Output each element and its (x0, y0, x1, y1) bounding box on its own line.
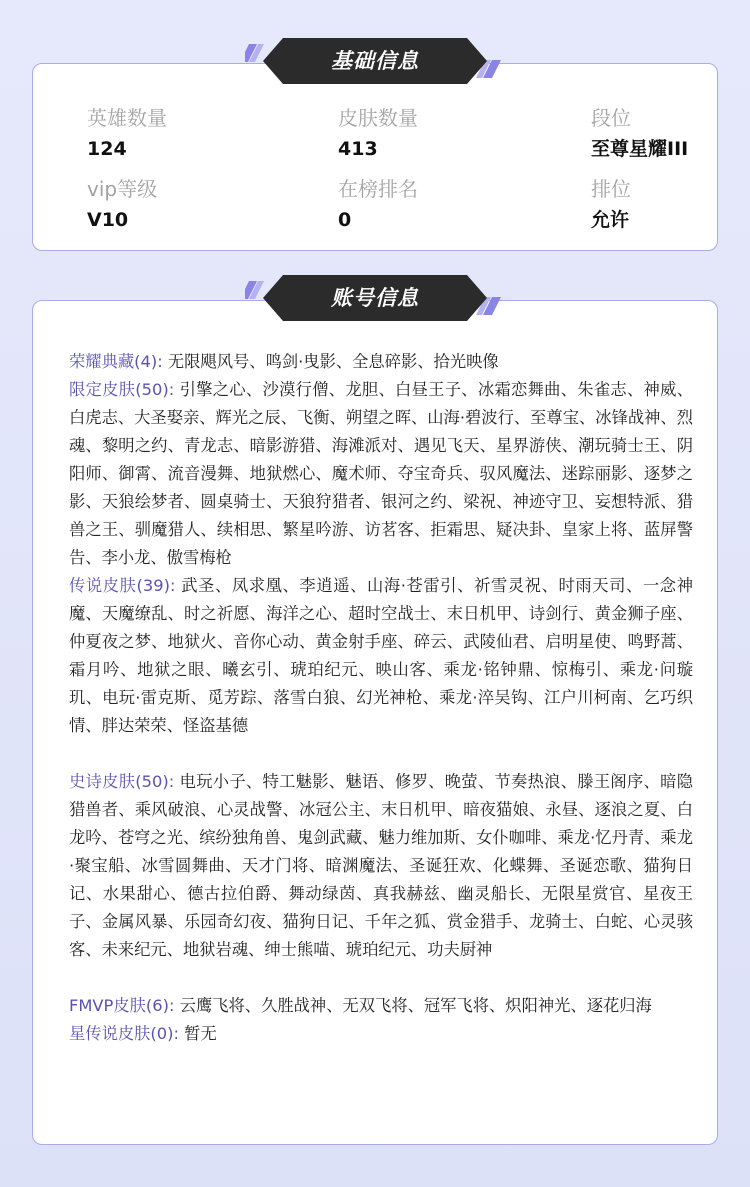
category-label: 星传说皮肤(0): (69, 1024, 179, 1043)
stat-value: 124 (87, 138, 127, 160)
stat-label: vip等级 (87, 177, 158, 201)
section-epic-skins (69, 768, 693, 964)
stat-leaderboard-rank (338, 175, 538, 234)
stat-skin-count (338, 104, 538, 163)
section-limited-skins (69, 376, 693, 572)
stat-rank-tier (591, 104, 721, 163)
skin-list (69, 348, 693, 1048)
basic-info-title: 基础信息 (331, 49, 419, 73)
section-star-legend-skins (69, 1020, 693, 1048)
section-honor-collection (69, 348, 693, 376)
category-label: 限定皮肤(50): (69, 380, 175, 399)
category-label: 荣耀典藏(4): (69, 352, 163, 371)
category-items: 暂无 (184, 1024, 217, 1043)
stat-label: 排位 (591, 177, 631, 201)
category-items: 云鹰飞将、久胜战神、无双飞将、冠军飞将、炽阳神光、逐花归海 (179, 996, 652, 1015)
category-label: 传说皮肤(39): (69, 576, 176, 595)
stat-value: 413 (338, 138, 378, 160)
category-items: 电玩小子、特工魅影、魅语、修罗、晚萤、节奏热浪、滕王阁序、暗隐猎兽者、乘风破浪、心灵战警、冰冠公主、末日机甲、暗夜猫娘、永昼、逐浪之夏、白龙吟、苍穹之光、缤纷独角兽、鬼剑武藏、魅力维加斯、女仆咖啡、乘龙·忆丹青、乘龙·聚宝船、冰雪圆舞曲、天才门将、暗渊魔法、圣诞狂欢、化蝶舞、圣诞恋歌、猫狗日记、水果甜心、德古拉伯爵、舞动绿茵、真我赫兹、幽灵船长、无限星赏官、星夜王子、金属风暴、乐园奇幻夜、猫狗日记、千年之狐、赏金猎手、龙骑士、白蛇、心灵骇客、未来纪元、地狱岩魂、绅士熊喵、琥珀纪元、功夫厨神 (69, 772, 693, 959)
category-label: 史诗皮肤(50): (69, 772, 175, 791)
stat-value: V10 (87, 209, 129, 231)
stat-value: 允许 (591, 209, 630, 231)
stat-label: 在榜排名 (338, 177, 418, 201)
category-items: 无限飓风号、鸣剑·曳影、全息碎影、拾光映像 (167, 352, 499, 371)
account-info-title: 账号信息 (331, 286, 419, 310)
category-label: FMVP皮肤(6): (69, 996, 175, 1015)
stat-vip-level (87, 175, 287, 234)
basic-info-header (245, 38, 505, 84)
account-info-card (32, 300, 718, 1145)
stat-value: 0 (338, 209, 352, 231)
stat-value: 至尊星耀III (591, 138, 689, 160)
category-items: 引擎之心、沙漠行僧、龙胆、白昼王子、冰霜恋舞曲、朱雀志、神威、白虎志、大圣娶亲、辉光之辰、飞衡、朔望之晖、山海·碧波行、至尊宝、冰锋战神、烈魂、黎明之约、青龙志、暗影游猎、海滩派对、遇见飞天、星界游侠、潮玩骑士王、阴阳师、御霄、流音漫舞、地狱燃心、魔术师、夺宝奇兵、驭风魔法、迷踪丽影、逐梦之影、天狼绘梦者、圆桌骑士、天狼狩猎者、银河之约、梁祝、神迹守卫、妄想特派、猎兽之王、驯魔猎人、续相思、繁星吟游、访茗客、拒霜思、疑决卦、皇家上将、蓝屏警告、李小龙、傲雪梅枪 (69, 380, 693, 567)
account-info-header (245, 275, 505, 321)
basic-info-card (32, 63, 718, 251)
section-fmvp-skins (69, 992, 693, 1020)
category-items: 武圣、凤求凰、李逍遥、山海·苍雷引、祈雪灵祝、时雨天司、一念神魔、天魔缭乱、时之祈愿、海洋之心、超时空战士、末日机甲、诗剑行、黄金狮子座、仲夏夜之梦、地狱火、音你心动、黄金射手座、碎云、武陵仙君、启明星使、鸣野蒿、霜月吟、地狱之眼、曦玄引、琥珀纪元、映山客、乘龙·铭钟鼎、惊梅引、乘龙·问璇玑、电玩·雷克斯、觅芳踪、落雪白狼、幻光神枪、乘龙·淬吴钩、江户川柯南、乞巧织情、胖达荣荣、怪盗基德 (69, 576, 693, 735)
stat-label: 皮肤数量 (338, 106, 418, 130)
stat-hero-count (87, 104, 287, 163)
section-legend-skins (69, 572, 693, 740)
stat-label: 段位 (591, 106, 631, 130)
stat-ranked-allowed (591, 175, 721, 234)
stat-label: 英雄数量 (87, 106, 167, 130)
